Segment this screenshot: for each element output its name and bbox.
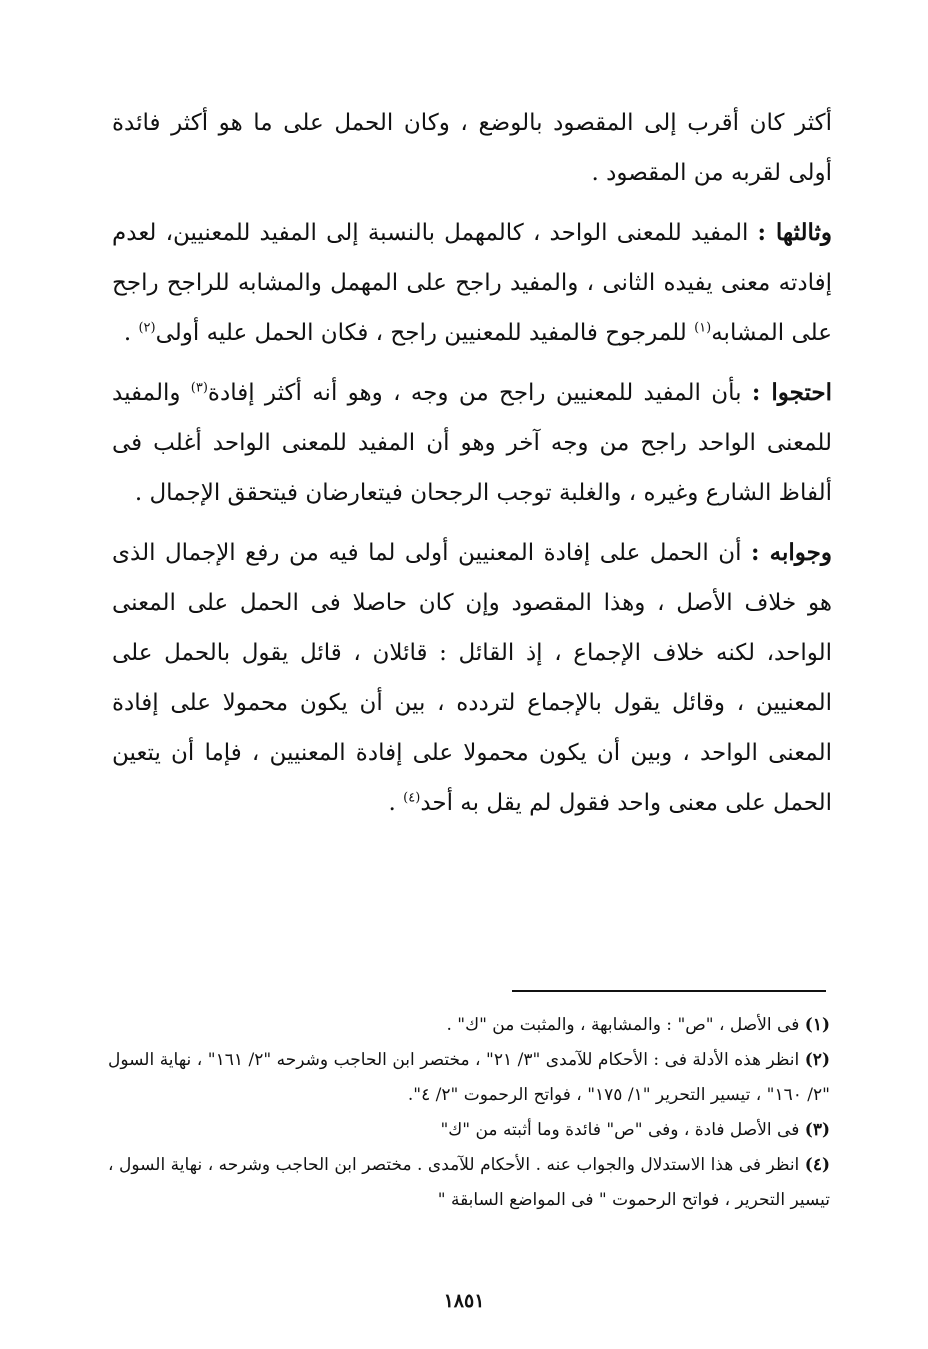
paragraph-text: أن الحمل على إفادة المعنيين أولى لما فيه من رفع الإجمال الذى هو خلاف الأصل ، وهذا المقصود وإن كان حاصلا فى الحمل على المعنى الواحد، لكنه خلاف الإجماع ، إذ القائل : قائلان ، قائل يقول بالحمل على المعنيين ، وقائل يقول بالإجماع لتردده ، بين أن يكون محمولا على إفادة المعنى الواحد ، وبين أن يكون محمولا على إفادة المعنيين ، فإما أن يتعين الحمل على معنى واحد فقول لم يقل به أحد: [112, 540, 832, 816]
paragraph-text: أكثر كان أقرب إلى المقصود بالوضع ، وكان الحمل على ما هو أكثر فائدة أولى لقربه من المقصود .: [112, 110, 832, 186]
footnote-ref: (٢): [138, 320, 156, 336]
paragraph-text: .: [123, 320, 139, 346]
footnote-ref: (٣): [190, 380, 208, 396]
paragraph-lead: وثالثها :: [757, 219, 832, 246]
paragraph-lead: وجوابه :: [751, 539, 832, 566]
footnotes: [108, 1008, 830, 1218]
footnote-number: (٣): [804, 1120, 830, 1140]
footnote-ref: (٤): [403, 790, 421, 806]
footnote-1: [108, 1008, 830, 1043]
footnote-text: فى الأصل فادة ، وفى "ص" فائدة وما أثبته من "ك": [440, 1120, 805, 1140]
paragraph-text: المفيد للمعنى الواحد ، كالمهمل بالنسبة إلى المفيد للمعنيين، لعدم إفادته معنى يفيده الثانى ، والمفيد راجح على المهمل والمشابه للراجح راجح على المشابه: [112, 220, 832, 346]
footnote-4: [108, 1148, 830, 1218]
footnote-text: انظر هذه الأدلة فى : الأحكام للآمدى "٣/ ٢١" ، مختصر ابن الحاجب وشرحه "٢/ ١٦١" ، نهاية السول "٢/ ١٦٠" ، تيسير التحرير "١/ ١٧٥" ، فواتح الرحموت "٢/ ٤".: [108, 1050, 830, 1105]
page-number: ١٨٥١: [443, 1290, 485, 1312]
paragraph-4: [112, 528, 832, 828]
footnote-number: (٤): [804, 1155, 830, 1175]
paragraph-text: بأن المفيد للمعنيين راجح من وجه ، وهو أنه أكثر إفادة: [207, 380, 752, 406]
footnote-separator: [512, 990, 826, 992]
main-text: [112, 98, 832, 838]
footnote-text: فى الأصل ، "ص" : والمشابهة ، والمثبت من "ك" .: [446, 1015, 805, 1035]
paragraph-text: والمفيد للمعنى الواحد راجح من وجه آخر وهو أن المفيد للمعنى الواحد أغلب فى ألفاظ الشارع وغيره ، والغلبة توجب الرجحان فيتعارضان فيتحقق الإجمال .: [112, 380, 832, 506]
paragraph-2: [112, 208, 832, 358]
footnote-2: [108, 1043, 830, 1113]
footnote-ref: (١): [694, 320, 712, 336]
footnote-number: (٢): [804, 1050, 830, 1070]
footnote-3: [108, 1113, 830, 1148]
paragraph-text: للمرجوح فالمفيد للمعنيين راجح ، فكان الحمل عليه أولى: [155, 320, 695, 346]
footnote-number: (١): [804, 1015, 830, 1035]
footnote-text: انظر فى هذا الاستدلال والجواب عنه . الأحكام للآمدى . مختصر ابن الحاجب وشرحه ، نهاية السول ، تيسير التحرير ، فواتح الرحموت " فى المواضع السابقة ": [108, 1155, 830, 1210]
paragraph-lead: احتجوا :: [751, 379, 833, 406]
paragraph-1: [112, 98, 832, 198]
paragraph-3: [112, 368, 832, 518]
paragraph-text: .: [388, 790, 404, 816]
